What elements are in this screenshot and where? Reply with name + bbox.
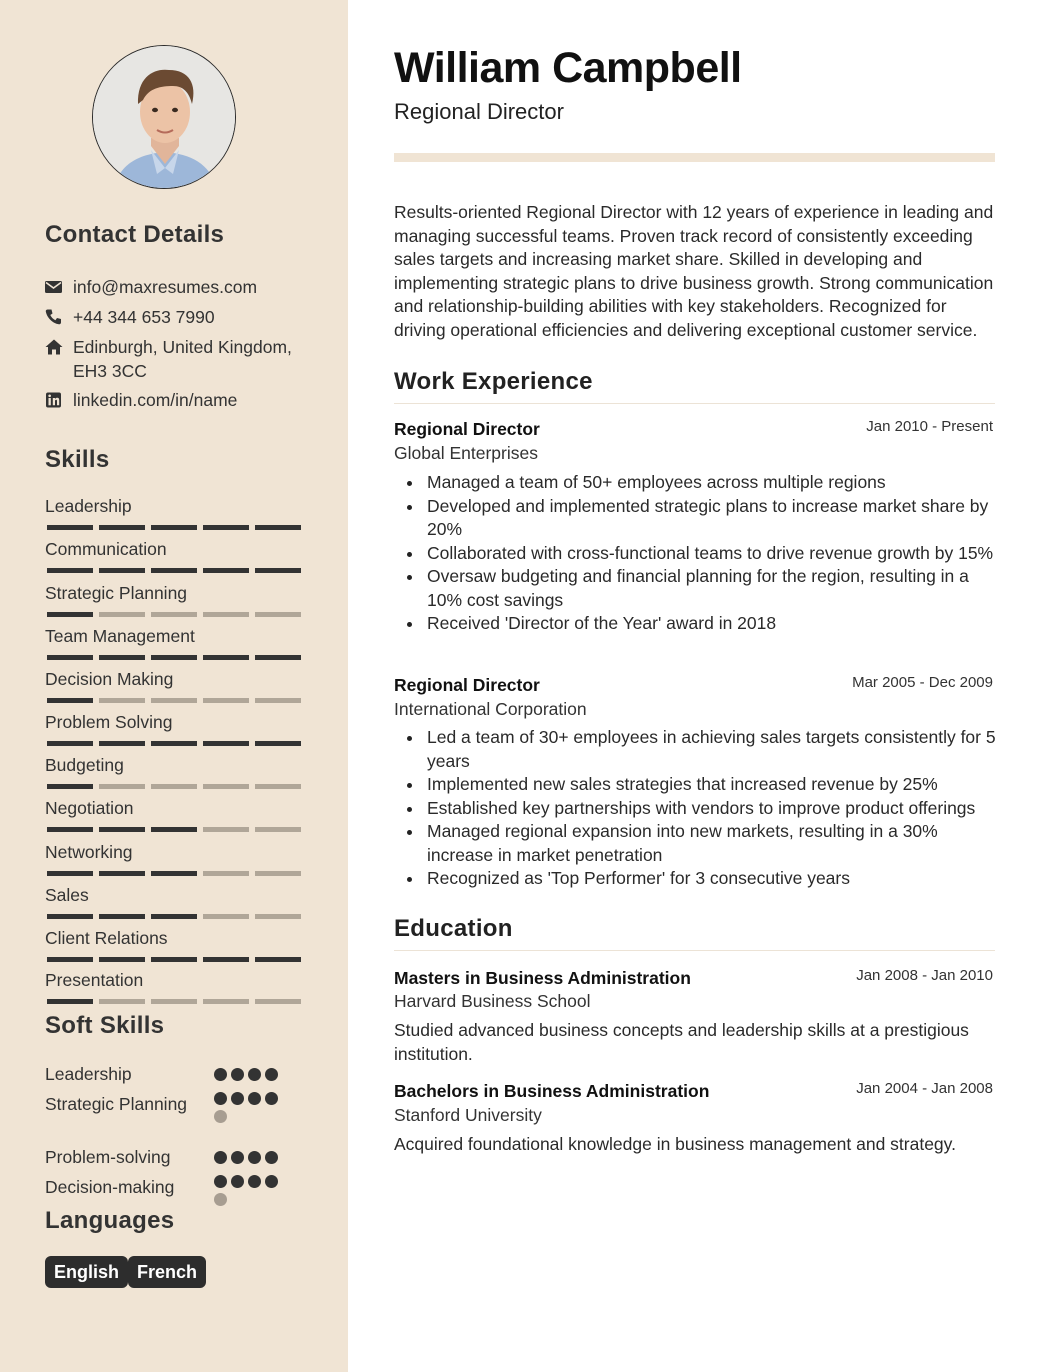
skill-level-segment [255,957,301,962]
rating-dot [214,1110,227,1123]
skill-level-segment [203,999,249,1004]
skill-name: Sales [45,885,89,905]
skill-level-segment [47,568,93,573]
degree-title: Bachelors in Business Administration [394,1081,710,1101]
degree-description: Studied advanced business concepts and leadership skills at a prestigious institution. [394,1020,969,1064]
soft-skill-name: Decision-making [45,1177,175,1197]
skill-level-segment [47,655,93,660]
skill-level-segment [203,612,249,617]
skill-level-segment [151,525,197,530]
skill-name: Decision Making [45,669,174,689]
skill-level-segment [255,741,301,746]
skill-level-segment [203,525,249,530]
candidate-name: William Campbell [394,44,742,92]
skill-level-segment [203,914,249,919]
skill-level-bar [47,568,301,573]
soft-skill-rating [214,1151,290,1164]
skill-level-segment [47,957,93,962]
skill-level-bar [47,871,301,876]
skill-level-segment [203,957,249,962]
skill-level-segment [47,698,93,703]
skill-level-segment [255,999,301,1004]
job-bullet: Oversaw budgeting and financial planning for the region, resulting in a 10% cost savings [427,565,997,612]
skill-level-segment [99,999,145,1004]
degree-dates: Jan 2004 - Jan 2008 [856,1080,993,1097]
skill-level-segment [99,655,145,660]
rating-dot [265,1068,278,1081]
soft-skills-heading: Soft Skills [45,1012,165,1039]
skill-level-bar [47,827,301,832]
rating-dot [248,1092,261,1105]
profile-summary: Results-oriented Regional Director with 12 years of experience in leading and managing successful teams. Proven track record of consistently exceeding sales targets and increasing market share. Skilled in developing and implementing strategic plans to drive business growth. Strong communication and relationship-building abilities with key stakeholders. Recognized for driving operational efficiencies and delivering exceptional customer service. [394,202,994,340]
skill-level-bar [47,784,301,789]
soft-skill-name: Leadership [45,1064,132,1084]
skill-level-segment [255,612,301,617]
linkedin-text: linkedin.com/in/name [73,390,238,410]
job-bullet: Managed a team of 50+ employees across multiple regions [427,471,997,495]
skill-level-segment [47,525,93,530]
skill-level-segment [99,827,145,832]
skill-level-bar [47,999,301,1004]
skill-level-segment [255,827,301,832]
avatar [92,45,236,189]
rating-dot [214,1092,227,1105]
skill-level-segment [203,698,249,703]
degree-dates: Jan 2008 - Jan 2010 [856,967,993,984]
skill-level-segment [151,612,197,617]
skill-name: Client Relations [45,928,168,948]
skill-level-bar [47,655,301,660]
rating-dot [214,1193,227,1206]
skill-level-segment [47,827,93,832]
phone-icon [45,309,63,325]
skill-name: Leadership [45,496,132,516]
skill-level-segment [203,827,249,832]
skill-name: Networking [45,842,133,862]
skill-level-segment [255,914,301,919]
skill-level-segment [203,784,249,789]
skill-level-segment [151,655,197,660]
contact-heading: Contact Details [45,221,225,248]
rating-dot [265,1092,278,1105]
skill-level-segment [255,655,301,660]
skill-level-segment [255,784,301,789]
school-name: Stanford University [394,1105,542,1125]
skill-level-segment [99,957,145,962]
soft-skill-name: Strategic Planning [45,1094,188,1114]
soft-skill-rating [214,1175,290,1206]
job-title: Regional Director [394,675,540,695]
linkedin-icon [45,392,63,408]
rating-dot [214,1175,227,1188]
job-bullet: Led a team of 30+ employees in achieving sales targets consistently for 5 years [427,726,997,773]
rating-dot [231,1151,244,1164]
skill-level-segment [255,525,301,530]
job-dates: Mar 2005 - Dec 2009 [852,674,993,691]
rating-dot [231,1175,244,1188]
rating-dot [248,1175,261,1188]
rating-dot [265,1151,278,1164]
skill-name: Strategic Planning [45,583,188,603]
skill-level-segment [203,871,249,876]
rating-dot [214,1068,227,1081]
skill-name: Presentation [45,970,144,990]
skill-level-segment [151,914,197,919]
education-divider [394,950,995,951]
skill-level-segment [151,698,197,703]
skill-level-segment [151,741,197,746]
degree-description: Acquired foundational knowledge in business management and strategy. [394,1134,956,1154]
skill-level-segment [99,914,145,919]
skill-level-segment [255,871,301,876]
degree-title: Masters in Business Administration [394,968,691,988]
skill-level-segment [99,784,145,789]
main-content [348,0,1040,1372]
skill-level-segment [99,871,145,876]
skill-level-bar [47,612,301,617]
skill-level-segment [47,999,93,1004]
skill-level-segment [99,741,145,746]
languages-heading: Languages [45,1207,175,1234]
candidate-title: Regional Director [394,99,564,124]
experience-heading: Work Experience [394,368,593,395]
email-text: info@maxresumes.com [73,277,258,297]
skill-level-bar [47,914,301,919]
job-bullet: Recognized as 'Top Performer' for 3 consecutive years [427,867,997,891]
skill-level-segment [151,871,197,876]
job-bullet: Developed and implemented strategic plans to increase market share by 20% [427,495,997,542]
job-bullet: Implemented new sales strategies that increased revenue by 25% [427,773,997,797]
skill-level-segment [151,957,197,962]
skill-level-segment [99,525,145,530]
skill-level-segment [151,999,197,1004]
job-company: Global Enterprises [394,443,538,463]
soft-skill-name: Problem-solving [45,1147,171,1167]
language-badge-french: French [128,1256,206,1288]
soft-skill-rating [214,1092,290,1123]
school-name: Harvard Business School [394,991,591,1011]
skill-name: Problem Solving [45,712,173,732]
phone-text: +44 344 653 7990 [73,307,215,327]
skill-level-segment [203,568,249,573]
skill-level-bar [47,957,301,962]
skill-name: Team Management [45,626,195,646]
rating-dot [248,1151,261,1164]
skill-level-segment [203,655,249,660]
skill-level-segment [99,568,145,573]
rating-dot [265,1175,278,1188]
skill-level-bar [47,525,301,530]
rating-dot [214,1151,227,1164]
skills-heading: Skills [45,446,110,473]
skill-level-segment [151,784,197,789]
skill-level-bar [47,741,301,746]
skill-level-segment [47,914,93,919]
envelope-icon [45,279,63,295]
skill-name: Negotiation [45,798,134,818]
skill-level-segment [151,568,197,573]
job-company: International Corporation [394,699,587,719]
skill-level-segment [99,698,145,703]
rating-dot [231,1092,244,1105]
language-badge-english: English [45,1256,128,1288]
skill-level-segment [255,698,301,703]
soft-skill-rating [214,1068,290,1081]
sidebar [0,0,348,1372]
skill-level-segment [47,784,93,789]
skill-level-segment [99,612,145,617]
skill-level-bar [47,698,301,703]
skill-name: Budgeting [45,755,124,775]
job-bullets [427,726,997,891]
experience-divider [394,403,995,404]
education-heading: Education [394,915,513,942]
rating-dot [248,1068,261,1081]
rating-dot [231,1068,244,1081]
skill-level-segment [151,827,197,832]
skill-level-segment [47,612,93,617]
address-text: Edinburgh, United Kingdom, EH3 3CC [73,337,292,381]
job-bullets [427,471,997,636]
home-icon [45,339,63,355]
skill-level-segment [255,568,301,573]
skill-level-segment [203,741,249,746]
job-bullet: Received 'Director of the Year' award in 2018 [427,612,997,636]
job-title: Regional Director [394,419,540,439]
header-divider [394,153,995,162]
job-bullet: Established key partnerships with vendors to improve product offerings [427,797,997,821]
portrait-photo [93,46,236,189]
job-dates: Jan 2010 - Present [866,418,993,435]
job-bullet: Managed regional expansion into new markets, resulting in a 30% increase in market penetration [427,820,997,867]
skill-level-segment [47,741,93,746]
job-bullet: Collaborated with cross-functional teams to drive revenue growth by 15% [427,542,997,566]
skill-name: Communication [45,539,167,559]
skill-level-segment [47,871,93,876]
